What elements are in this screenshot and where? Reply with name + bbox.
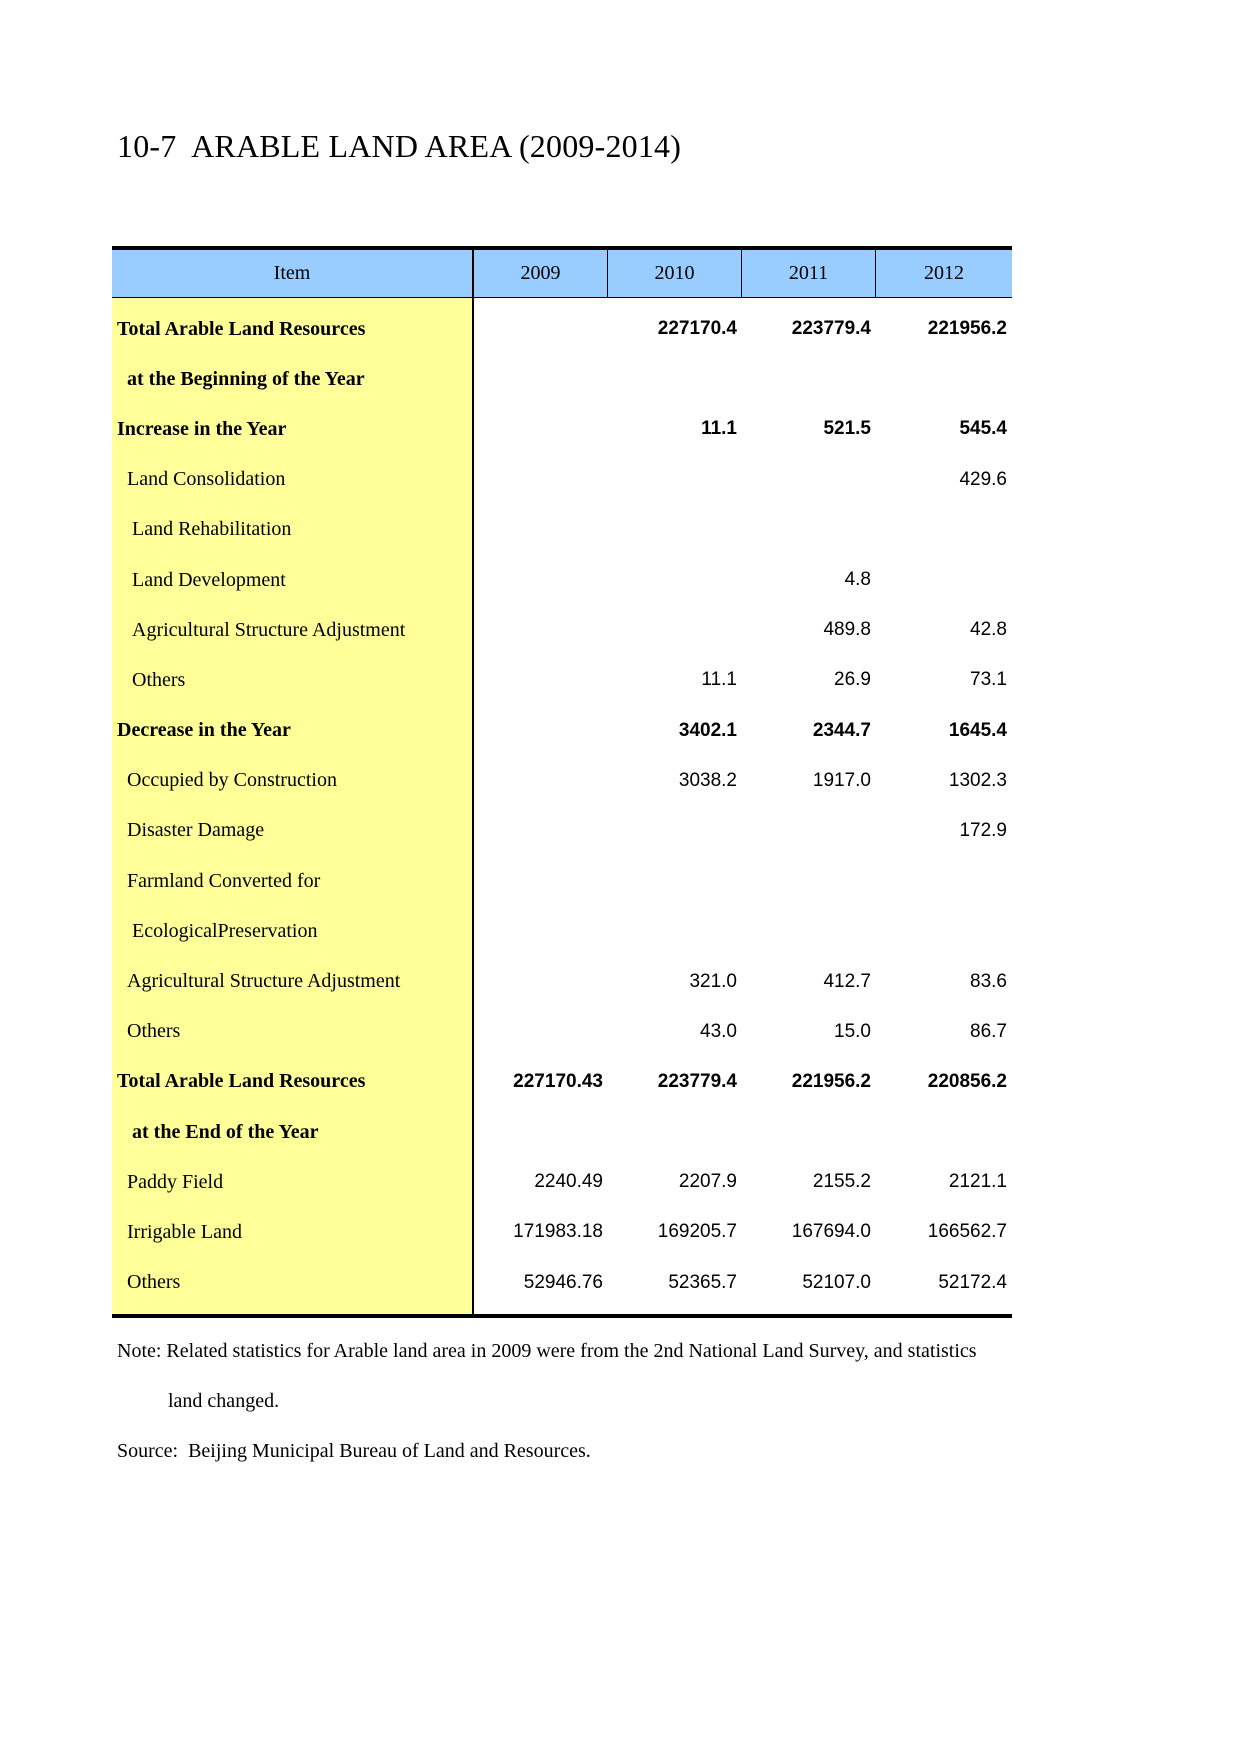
table-row xyxy=(112,404,1012,454)
value-cell-2010: 2207.9 xyxy=(678,1171,737,1193)
table-row xyxy=(112,1007,1012,1057)
row-label: Others xyxy=(127,1271,181,1294)
value-cell-2011: 167694.0 xyxy=(791,1221,871,1243)
row-label: Others xyxy=(127,1020,181,1043)
value-cell-2012: 166562.7 xyxy=(927,1221,1007,1243)
table-row xyxy=(112,455,1012,505)
row-label: Decrease in the Year xyxy=(117,719,291,742)
table-row xyxy=(112,756,1012,806)
row-label: Agricultural Structure Adjustment xyxy=(127,970,401,993)
value-cell-2012: 220856.2 xyxy=(927,1070,1007,1092)
value-cell-2010: 227170.4 xyxy=(657,318,737,340)
table-row xyxy=(112,856,1012,906)
value-cell-2010: 321.0 xyxy=(689,970,737,992)
row-label: EcologicalPreservation xyxy=(132,919,318,942)
value-cell-2011: 26.9 xyxy=(834,669,871,691)
header-year-2010: 2010 xyxy=(608,250,742,297)
value-cell-2010: 169205.7 xyxy=(657,1221,737,1243)
value-cell-2012: 2121.1 xyxy=(948,1171,1007,1193)
source-line: Source: Beijing Municipal Bureau of Land and Resources. xyxy=(117,1440,591,1462)
table-row xyxy=(112,605,1012,655)
value-cell-2012: 52172.4 xyxy=(938,1271,1007,1293)
table-row xyxy=(112,555,1012,605)
row-label: Irrigable Land xyxy=(127,1220,242,1243)
value-cell-2012: 73.1 xyxy=(970,669,1007,691)
row-label: Land Development xyxy=(132,568,286,591)
value-cell-2010: 11.1 xyxy=(701,669,737,691)
value-cell-2012: 545.4 xyxy=(959,418,1007,440)
table-row xyxy=(112,354,1012,404)
row-label: Land Consolidation xyxy=(127,468,286,491)
value-cell-2011: 223779.4 xyxy=(791,318,871,340)
row-label: Farmland Converted for xyxy=(127,869,321,892)
row-label: Increase in the Year xyxy=(117,417,287,440)
value-cell-2011: 2344.7 xyxy=(812,719,871,741)
value-cell-2012: 42.8 xyxy=(970,619,1007,641)
table-bottom-rule xyxy=(112,1314,1012,1318)
page-title: 10-7 ARABLE LAND AREA (2009-2014) xyxy=(117,128,682,164)
table-row xyxy=(112,1207,1012,1257)
value-cell-2011: 4.8 xyxy=(844,569,871,591)
row-label: Agricultural Structure Adjustment xyxy=(132,618,406,641)
row-label: at the Beginning of the Year xyxy=(127,367,365,390)
value-cell-2011: 1917.0 xyxy=(812,769,871,791)
value-cell-2011: 2155.2 xyxy=(812,1171,871,1193)
footnote: Note: Related statistics for Arable land area in 2009 were from the 2nd National Land Survey, and statistics xyxy=(117,1340,977,1362)
value-cell-2011: 412.7 xyxy=(823,970,871,992)
table-row xyxy=(112,906,1012,956)
arable-land-table xyxy=(112,246,1012,1318)
value-cell-2010: 43.0 xyxy=(700,1020,737,1042)
row-label: Disaster Damage xyxy=(127,819,265,842)
value-cell-2012: 83.6 xyxy=(970,970,1007,992)
value-cell-2011: 15.0 xyxy=(834,1020,871,1042)
value-cell-2010: 52365.7 xyxy=(668,1271,737,1293)
value-cell-2012: 86.7 xyxy=(970,1020,1007,1042)
table-row xyxy=(112,505,1012,555)
row-label: Total Arable Land Resources xyxy=(117,317,366,340)
table-header-row xyxy=(112,250,1012,298)
value-cell-2010: 3402.1 xyxy=(678,719,737,741)
table-row xyxy=(112,1057,1012,1107)
table-row xyxy=(112,1157,1012,1207)
table-row xyxy=(112,1107,1012,1157)
table-row xyxy=(112,956,1012,1006)
value-cell-2009: 2240.49 xyxy=(534,1171,603,1193)
table-body xyxy=(112,298,1012,1314)
header-year-2011: 2011 xyxy=(742,250,876,297)
row-label: at the End of the Year xyxy=(132,1120,319,1143)
header-item: Item xyxy=(112,250,474,297)
row-label: Occupied by Construction xyxy=(127,769,337,792)
value-cell-2011: 221956.2 xyxy=(791,1070,871,1092)
value-cell-2011: 52107.0 xyxy=(802,1271,871,1293)
value-cell-2012: 221956.2 xyxy=(927,318,1007,340)
table-row xyxy=(112,655,1012,705)
table-row xyxy=(112,806,1012,856)
row-label: Total Arable Land Resources xyxy=(117,1070,366,1093)
table-row xyxy=(112,1258,1012,1308)
value-cell-2012: 1645.4 xyxy=(948,719,1007,741)
value-cell-2010: 11.1 xyxy=(701,418,737,440)
value-cell-2011: 521.5 xyxy=(823,418,871,440)
table-row xyxy=(112,706,1012,756)
value-cell-2011: 489.8 xyxy=(823,619,871,641)
footnote-continuation: land changed. xyxy=(168,1390,280,1412)
header-year-2009: 2009 xyxy=(474,250,608,297)
value-cell-2012: 429.6 xyxy=(959,468,1007,490)
header-year-2012: 2012 xyxy=(924,262,964,284)
value-cell-2012: 1302.3 xyxy=(948,769,1007,791)
row-label: Paddy Field xyxy=(127,1170,224,1193)
value-cell-2009: 171983.18 xyxy=(513,1221,603,1243)
value-cell-2010: 223779.4 xyxy=(657,1070,737,1092)
row-label: Others xyxy=(132,668,186,691)
value-cell-2012: 172.9 xyxy=(959,819,1007,841)
row-label: Land Rehabilitation xyxy=(132,518,292,541)
value-cell-2010: 3038.2 xyxy=(678,769,737,791)
value-cell-2009: 52946.76 xyxy=(523,1271,603,1293)
value-cell-2009: 227170.43 xyxy=(513,1070,603,1092)
table-row xyxy=(112,304,1012,354)
